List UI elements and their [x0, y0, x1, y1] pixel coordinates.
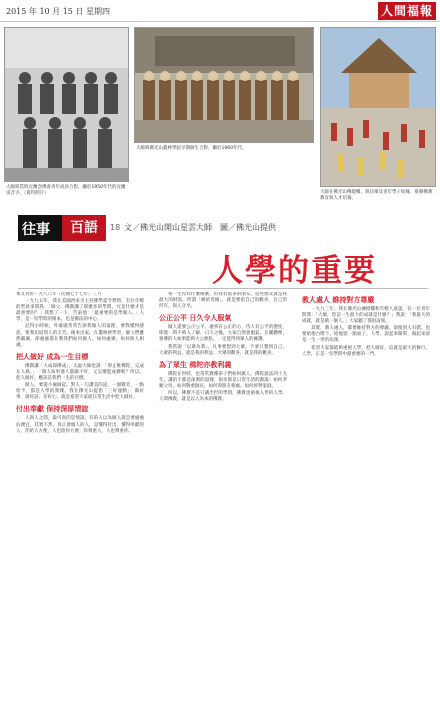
paragraph: 記得小時候，外婆就常常告訴我做人的道理，要我懂得感恩，要我知道別人的辛苦。後來出家，在叢林裡學習，師父們雖然嚴厲，卻處處都在教我們如何做人、如何處眾、如何與人相處。	[16, 324, 144, 348]
article-column-1	[16, 292, 144, 704]
paragraph: 一九九五年，我在美國西來寺主持佛學夏令營時，有位年輕的學員來問我：「師父，佛教講了那麼多的學問，究竟什麼才是最重要的？」我想了一下，告訴他：「最重要的是學做人。」人學，是一切學問的根本，也是佛法的中心。	[16, 299, 144, 323]
article-column-3	[302, 292, 430, 704]
paragraph: 我常說「以眾為我」，凡事要想到大眾，不要只想到自己。大眾的利益，就是我的利益；大眾的歡喜，就是我的歡喜。	[159, 344, 287, 356]
column-tag	[18, 215, 106, 241]
paragraph: 做人，要從小處做起。對人一句讚美的話，一個微笑，一點給予，都是人學的實踐。我在佛光山提倡「三好運動」：做好事、說好話、存好心，就是希望大家從日常生活中把人做好。	[16, 383, 144, 401]
newspaper-logo: 人間福報	[378, 2, 436, 20]
issue-date: 2015 年 10 月 15 日 星期四	[6, 7, 110, 16]
subheading: 付出奉獻 保持深厚情誼	[16, 405, 89, 414]
paragraph: 我一生沒有什麼積蓄，但我有很多的朋友，這些朋友就是我最大的財富。所謂「廣結善緣」，就是要把自己的歡喜、自己的所有，與人分享。	[159, 292, 287, 310]
paragraph: 做人還要公正公平。處事有公正的心，待人有公平的態度，即使一時不被人了解，日久之後，大家自然會服氣。在團體裡，領導的人如果能夠大公無私，一定能得到眾人的擁護。	[159, 325, 287, 343]
paragraph: 其實，教人處人，都要維持對方的尊嚴。即使別人有錯，也要給他台階下，給他留一點面子。人學，說起來簡單，做起來卻是一生一世的功課。	[302, 326, 430, 344]
paragraph: 所以，佛教不是只講出世的學問，佛教也重視入世的人學。人間佛教，就是以人為本的佛教。	[159, 391, 287, 403]
column-number: 18	[110, 223, 121, 232]
paragraph: 人與人之間，最可貴的是情誼。有的人以為做人就是要處處佔便宜，其實不然，真正會做人的人，是懂得付出、懂得奉獻的人。你給人方便，人也給你方便；你尊重人，人也尊重你。	[16, 416, 144, 434]
photo-caption-1: 大師與當時宜蘭念佛會青年成員合影，攝於1950年代的宜蘭雷音寺。（資料照片）	[6, 185, 126, 196]
article-body	[16, 292, 430, 704]
photo-temple-procession	[320, 27, 436, 187]
paragraph: 一九九三年，我在佛光山傳燈樓和年輕人座談，有一位青年問我：「大師，您這一生最大的成就是什麼？」我說：「我最大的成就，就是做一個人。」大家聽了都很訝異。	[302, 307, 430, 325]
photo-caption-2: 大師與佛光山叢林學院早期師生合影，攝於1960年代。	[136, 146, 247, 151]
byline: 文／佛光山開山星雲大師 圖／佛光山提供	[124, 223, 276, 232]
divider	[18, 288, 428, 289]
column-tag-part1: 往事	[22, 222, 50, 238]
page-header	[0, 0, 440, 22]
photo-strip	[4, 27, 436, 207]
paragraph: 希望大家都能夠重視人學，把人做好，這就是最大的修行。人學，正是一切學問中最重要的一門。	[302, 345, 430, 357]
paragraph: 佛陀在世時，也常常教導弟子們如何做人。佛陀說法四十九年，講的不都是深奧的道理，很多都是日常生活的教誨：如何孝順父母、如何敬重師長、如何與朋友相處、如何經營家庭。	[159, 371, 287, 389]
column-tag-part2: 百語	[62, 215, 106, 241]
photo-caption-3: 大師在佛光山傳燈樓，與信眾及青年學子結緣，推動佛教教育與人才培養。	[320, 190, 433, 201]
photo-monastic-group	[134, 27, 314, 143]
subheading: 把人做好 成為一生目標	[16, 352, 89, 361]
article-lead: 本文刊於一九八八年〔民國七十七年〕三月	[16, 292, 102, 297]
article-column-2	[159, 292, 287, 704]
article-headline: 人學的重要	[212, 253, 377, 289]
subheading: 公正公平 日久令人服氣	[159, 314, 232, 323]
paragraph: 佛教講「人成即佛成」，太虛大師也說：「仰止唯佛陀，完成在人格。」一個人如果連人都做不好，又怎麼能成佛呢？所以，把人做好，應該是我們一生的目標。	[16, 363, 144, 382]
subheading: 為了眾生 佛陀亦教利義	[159, 360, 232, 369]
photo-group-portrait	[4, 27, 129, 182]
subheading: 教人處人 維持對方尊嚴	[302, 296, 375, 304]
